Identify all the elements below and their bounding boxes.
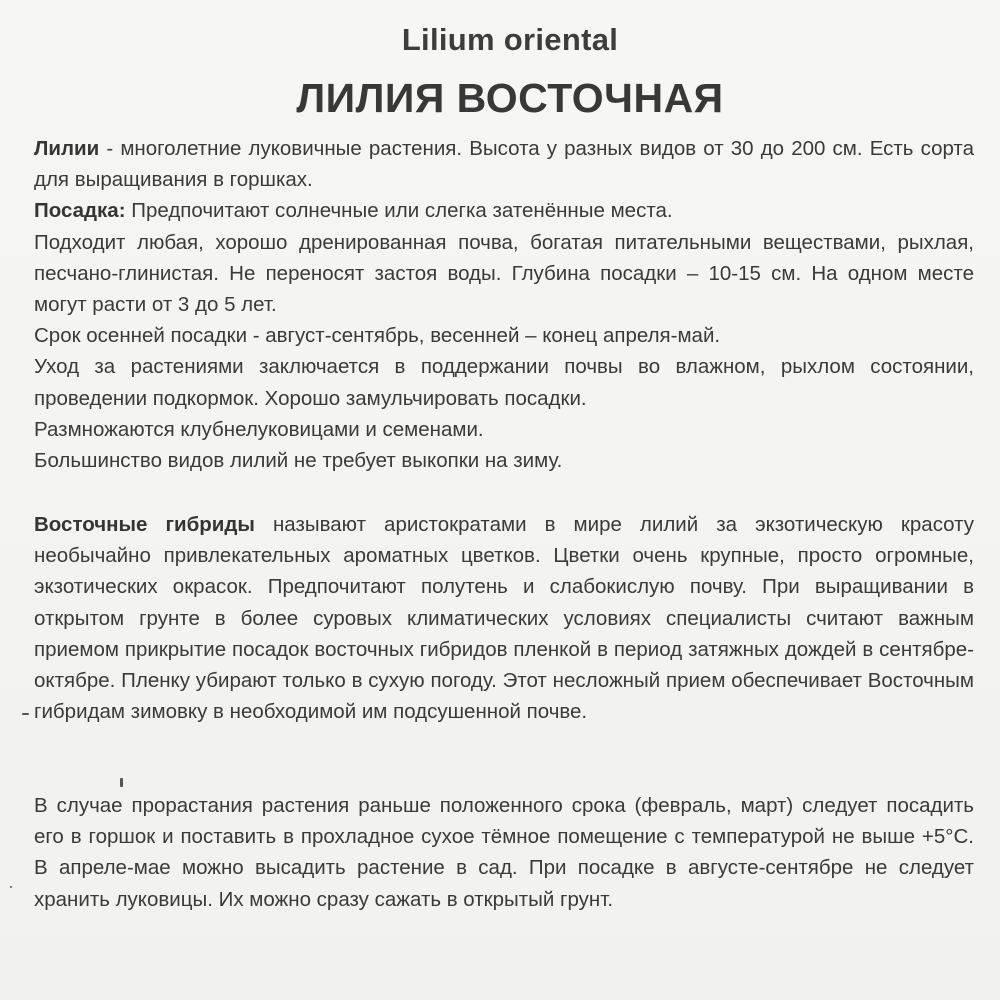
timing-paragraph: Срок осенней посадки - август-сентябрь, весенней – конец апреля-май. — [34, 324, 721, 348]
planting-paragraph — [34, 195, 974, 226]
planting-text: Предпочитают солнечные или слегка затенённые места. — [125, 199, 673, 223]
sprouting-paragraph: В случае прорастания растения раньше положенного срока (февраль, март) следует посадить его в горшок и поставить в прохладное сухое тёмное помещение с температурой не выше +5°С. В апреле-мае можно высадить растение в сад. При посадке в августе-сентябре не следует хранить луковицы. Их можно сразу сажать в открытый грунт. — [34, 794, 974, 911]
intro-text: - многолетние луковичные растения. Высота у разных видов от 30 до 200 см. Есть сорта для выращивания в горшках. — [34, 137, 974, 192]
propagation-paragraph: Размножаются клубнелуковицами и семенами. — [34, 417, 484, 441]
early-sprouting-section — [34, 790, 974, 915]
latin-title: Lilium oriental — [401, 22, 619, 57]
hybrids-label: Восточные гибриды — [34, 513, 255, 536]
soil-paragraph: Подходит любая, хорошо дренированная почва, богатая питательными веществами, рыхлая, песчано-глинистая. Не переносят застоя воды. Глубина посадки – 10-15 см. На одном месте могут расти от 3 до 5 лет. — [34, 230, 974, 317]
hybrids-paragraph — [34, 509, 974, 727]
general-info-section — [34, 133, 974, 476]
planting-label: Посадка: — [34, 199, 126, 223]
print-speck — [22, 713, 29, 715]
intro-paragraph — [34, 133, 974, 195]
print-speck — [120, 778, 123, 787]
winter-paragraph: Большинство видов лилий не требует выкопки на зиму. — [34, 449, 563, 473]
russian-title: ЛИЛИЯ ВОСТОЧНАЯ — [296, 75, 724, 121]
oriental-hybrids-section — [34, 509, 974, 727]
hybrids-text: называют аристократами в мире лилий за экзотическую красоту необычайно привлекательных ароматных цветков. Цветки очень крупные, просто огромные, экзотических окрасок. Предпочитают полутень и слабокислую почву. При выращивании в открытом грунте в более суровых климатических условиях специалисты считают важным приемом прикрытие посадок восточных гибридов пленкой в период затяжных дождей в сентябре-октябре. Пленку убирают только в сухую погоду. Этот несложный прием обеспечивает Восточным гибридам зимовку в необходимой им подсушенной почве. — [34, 513, 974, 724]
intro-label: Лилии — [34, 137, 100, 160]
print-speck — [10, 886, 12, 888]
care-paragraph: Уход за растениями заключается в поддержании почвы во влажном, рыхлом состоянии, проведении подкормок. Хорошо замульчировать посадки. — [34, 355, 974, 410]
